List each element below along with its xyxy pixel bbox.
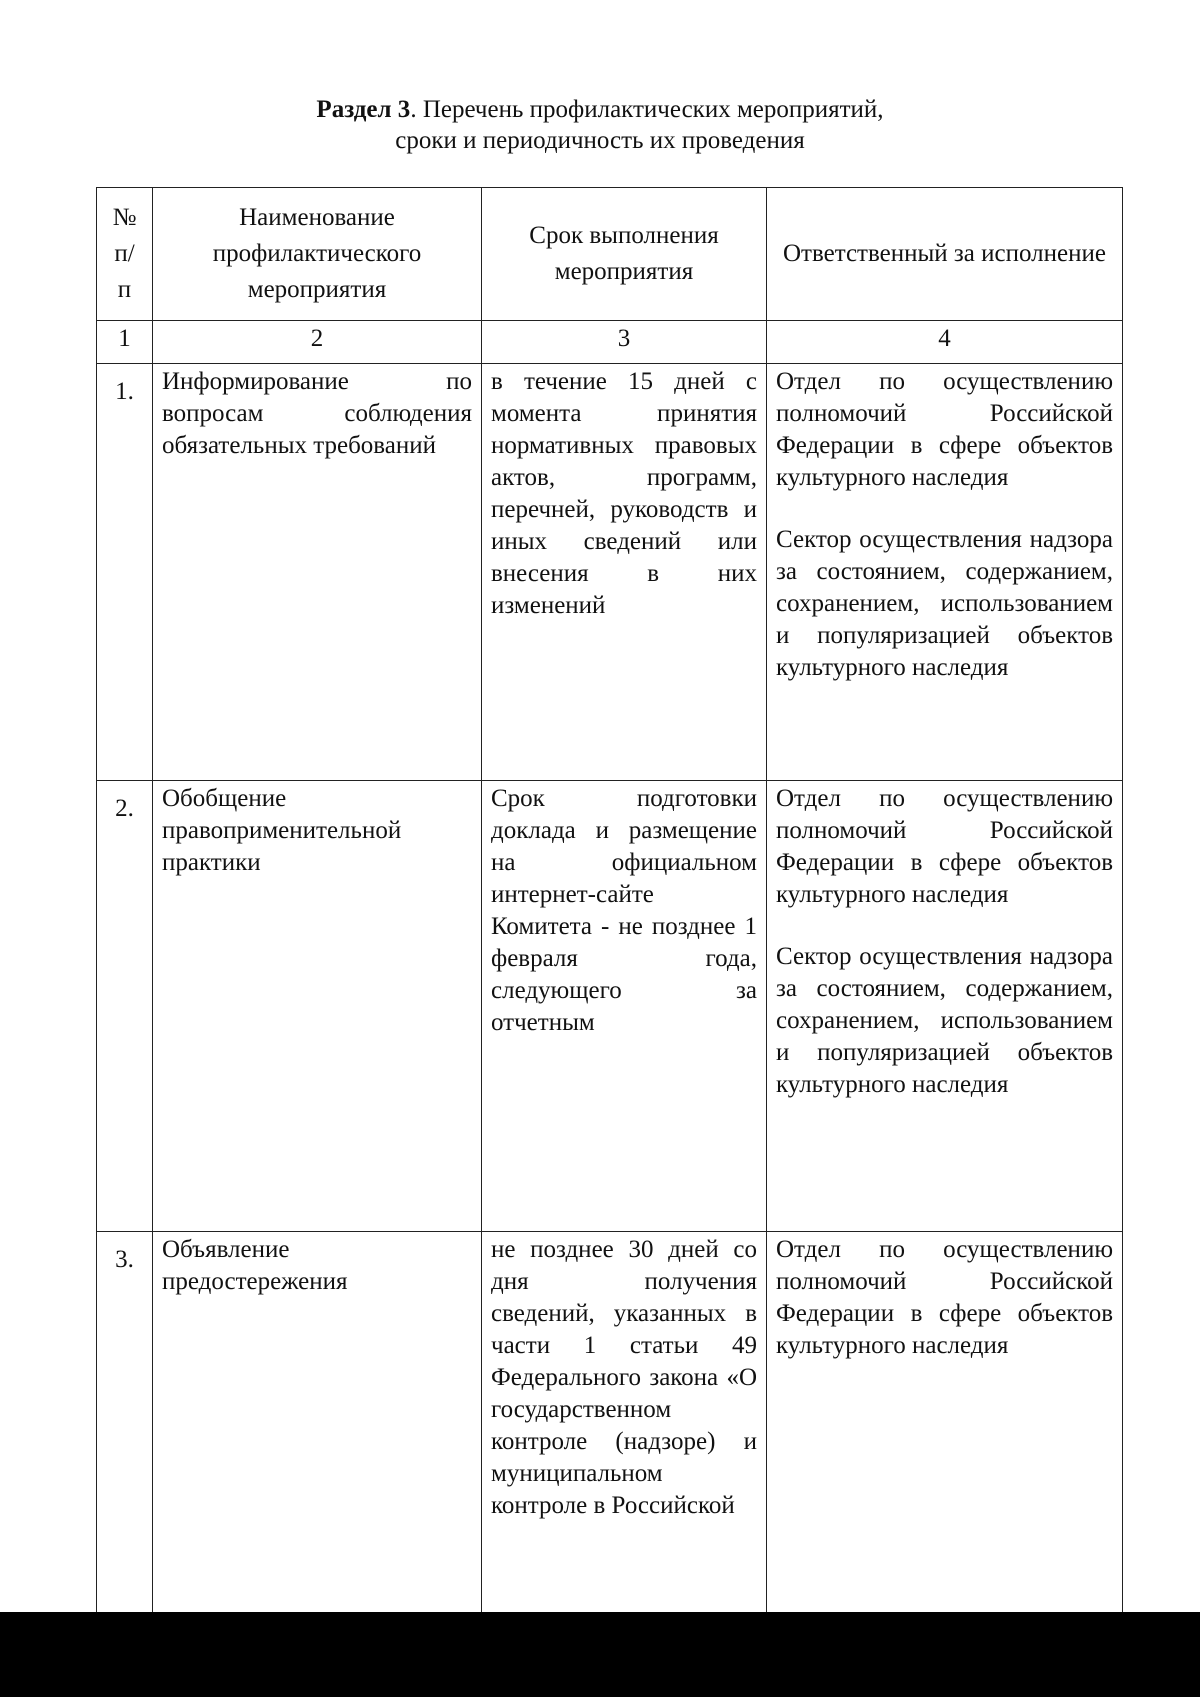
measure-responsible bbox=[767, 364, 1123, 781]
column-number-row bbox=[97, 321, 1123, 364]
responsible-department: Отдел по осуществлению полномочий Российской Федерации в сфере объектов культурного наследия bbox=[776, 368, 1113, 491]
title-line-2: сроки и периодичность их проведения bbox=[395, 127, 805, 154]
title-text: . Перечень профилактических мероприятий, bbox=[410, 96, 884, 123]
row-number: 1. bbox=[97, 364, 153, 781]
measure-name: Информирование по вопросам соблюдения обязательных требований bbox=[153, 364, 482, 781]
table-row bbox=[97, 364, 1123, 781]
title-line-1 bbox=[0, 94, 1200, 125]
column-number: 1 bbox=[97, 321, 153, 364]
table-row bbox=[97, 1232, 1123, 1632]
measure-term: в течение 15 дней с момента принятия нормативных правовых актов, программ, перечней, руководств и иных сведений или внесения в них изменений bbox=[482, 364, 767, 781]
measure-responsible bbox=[767, 1232, 1123, 1632]
row-number: 3. bbox=[97, 1232, 153, 1632]
header-term: Срок выполнения мероприятия bbox=[482, 188, 767, 321]
table-header-row bbox=[97, 188, 1123, 321]
header-responsible: Ответственный за исполнение bbox=[767, 188, 1123, 321]
section-label: Раздел 3 bbox=[316, 96, 411, 123]
responsible-department: Отдел по осуществлению полномочий Российской Федерации в сфере объектов культурного наследия bbox=[776, 1236, 1113, 1359]
page-title bbox=[0, 94, 1200, 156]
measure-term: Срок подготовки доклада и размещение на официальном интернет-сайте Комитета - не позднее 1 февраля года, следующего за отчетным bbox=[482, 781, 767, 1232]
measure-responsible bbox=[767, 781, 1123, 1232]
table-row bbox=[97, 781, 1123, 1232]
measure-name: Обобщение правоприменительной практики bbox=[153, 781, 482, 1232]
header-num: № п/ п bbox=[97, 188, 153, 321]
measures-table bbox=[96, 187, 1123, 1632]
column-number: 4 bbox=[767, 321, 1123, 364]
responsible-sector: Сектор осуществления надзора за состоянием, содержанием, сохранением, использованием и популяризацией объектов культурного наследия bbox=[776, 526, 1113, 681]
row-number: 2. bbox=[97, 781, 153, 1232]
column-number: 3 bbox=[482, 321, 767, 364]
measure-name: Объявление предостережения bbox=[153, 1232, 482, 1632]
scan-bottom-edge bbox=[0, 1612, 1200, 1697]
responsible-department: Отдел по осуществлению полномочий Российской Федерации в сфере объектов культурного наследия bbox=[776, 785, 1113, 908]
column-number: 2 bbox=[153, 321, 482, 364]
responsible-sector: Сектор осуществления надзора за состоянием, содержанием, сохранением, использованием и популяризацией объектов культурного наследия bbox=[776, 943, 1113, 1098]
header-name: Наименование профилактического мероприятия bbox=[153, 188, 482, 321]
measure-term: не позднее 30 дней со дня получения сведений, указанных в части 1 статьи 49 Федерального закона «О государственном контроле (надзоре) и муниципальном контроле в Российской bbox=[482, 1232, 767, 1632]
